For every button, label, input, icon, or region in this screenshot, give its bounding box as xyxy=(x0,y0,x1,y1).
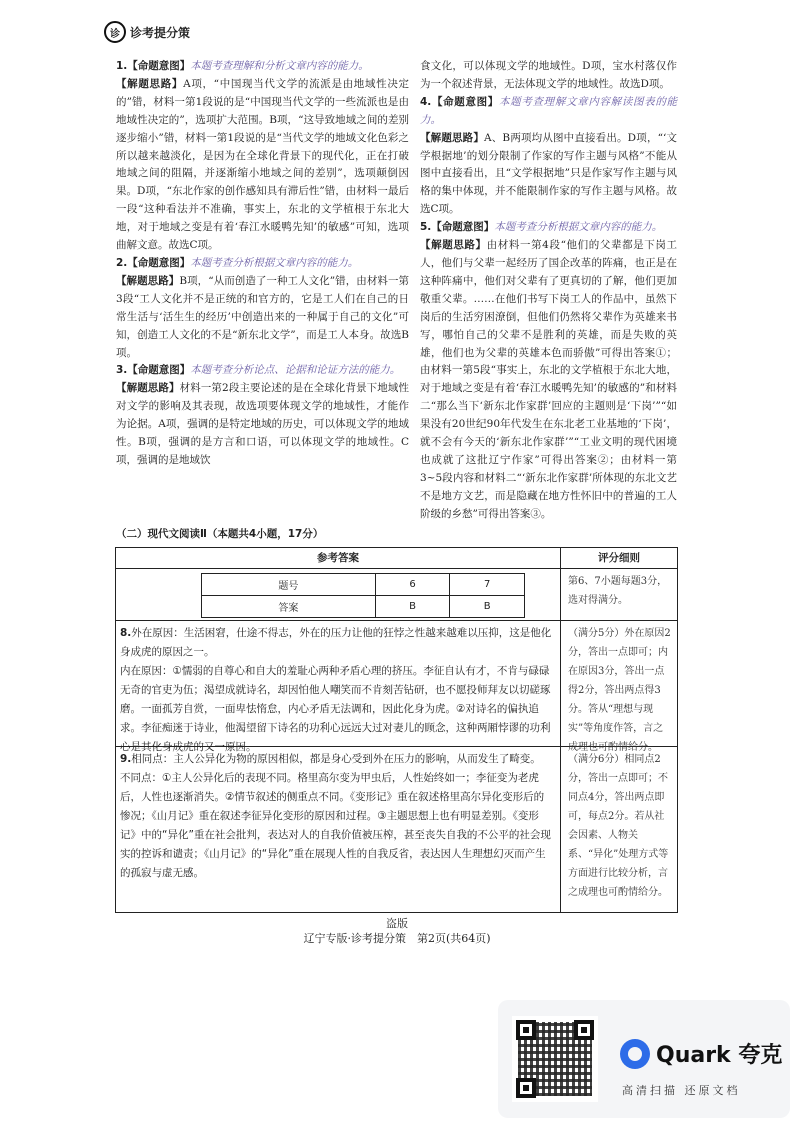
quark-logo xyxy=(620,1038,782,1069)
col-score-header: 评分细则 xyxy=(598,552,640,564)
answer-9-line-0: 9.相同点：主人公异化为物的原因相似，都是身心受到外在压力的影响，从而发生了畸变。 xyxy=(120,753,541,765)
header-title: 诊考提分策 xyxy=(130,25,191,40)
answer-9 xyxy=(120,750,554,883)
mini-label-qnum: 题号 xyxy=(202,574,376,596)
row-divider-1 xyxy=(116,620,677,621)
answer-8-line-0: 8.外在原因：生活困窘，仕途不得志，外在的压力让他的狂悖之性越来越难以压抑，这是他化身成虎的原因之一。 xyxy=(120,627,552,658)
left-column xyxy=(116,58,409,470)
answer-9-line-1: 不同点：①主人公异化后的表现不同。格里高尔变为甲虫后，人性始终如一；李征变为老虎后，人性也逐渐消失。②情节叙述的侧重点不同。《变形记》重在叙述格里高尔异化变形后的惨况；《山月记》重在叙述李征异化变形的原因和过程。③主题思想上也有明显差别。《变形记》中的“异化”重在社会批判，表达对人的自我价值被压榨，甚至丧失自我的不公平的社会现实的控诉和谴责；《山月记》的“异化”重在展现人性的自我反省，表达因人生理想幻灭而产生的孤寂与虚无感。 xyxy=(120,772,551,879)
page-header xyxy=(104,20,190,44)
left-para-4: 3.【命题意图】本题考查分析论点、论据和论证方法的能力。 xyxy=(116,364,401,377)
score-8: （满分5分）外在原因2分，答出一点即可；内在原因3分，答出一点得2分，答出两点得3分。答从“理想与现实”等角度作答，言之成理也可酌情给分。 xyxy=(568,628,671,753)
mini-answer-table xyxy=(201,573,525,618)
right-para-4: 【解题思路】由材料一第4段“他们的父辈都是下岗工人，他们与父辈一起经历了国企改革的阵痛，也正是在这种阵痛中，他们对父辈有了更真切的了解，他们更加敬重父辈。……在他们书写下岗工人的作品中，虽然下岗后的生活穷困潦倒，但他们仍然将父辈作为英雄来书写，哪怕自己的父辈不是胜利的英雄，而是失败的英雄，他们也为父辈的英雄本色而骄傲”可得出答案①；由材料一第5段“事实上，东北的文学植根于东北大地，对于地域之变是有着‘春江水暖鸭先知’的敏感的”和材料二“那么当下‘新东北作家群’回应的主题则是‘下岗’”“如果没有20世纪90年代发生在东北老工业基地的‘下岗’，就不会有今天的‘新东北作家群’”“工业文明的现代困境也成就了这批辽宁作家”可得出答案②；由材料一第3~5段内容和材料二“‘新东北作家群’所体现的东北文艺不是地方文艺，而是隐藏在地方性怀旧中的普遍的工人阶级的乡愁”可得出答案③。 xyxy=(420,239,677,520)
answer-8-line-1: 内在原因：①懦弱的自尊心和自大的羞耻心两种矛盾心理的挤压。李征自认有才，不肯与碌碌无奇的官吏为伍；渴望成就诗名，却因怕他人嘲笑而不肯刻苦钻研，也不愿投师拜友以切磋琢磨。一面孤芳自赏，一面卑怯惰怠，内心矛盾无法调和，因此化身为虎。②对诗名的偏执追求。李征痴迷于诗业，他渴望留下诗名的功利心远远大过对妻儿的顾念，这种两厢悖谬的功利心是其化身成虎的又一原因。 xyxy=(120,665,551,753)
left-para-2: 2.【命题意图】本题考查分析根据文章内容的能力。 xyxy=(116,256,359,269)
right-para-0: 食文化，可以体现文学的地域性。D项，宝水村落仅作为一个叙述背景，无法体现文学的地域性。故选D项。 xyxy=(420,60,677,90)
mini-q6: 6 xyxy=(375,574,450,596)
right-para-2: 【解题思路】A、B两项均从图中直接看出。D项，“‘文学根据地’的划分限制了作家的写作主题与风格”不能从图中直接看出，且“文学根据地”只是作家写作主题与风格的集中体现，并不能限制作家的写作主题与风格。故选C项。 xyxy=(420,131,677,216)
right-para-3: 5.【命题意图】本题考查分析根据文章内容的能力。 xyxy=(420,221,663,234)
score-67: 第6、7小题每题3分，选对得满分。 xyxy=(568,576,668,606)
column-divider xyxy=(560,548,561,912)
answer-8 xyxy=(120,624,554,757)
quark-icon xyxy=(620,1039,650,1069)
footer-text: 辽宁专版·诊考提分策 第2页(共64页) xyxy=(303,932,491,945)
score-9: （满分6分）相同点2分，答出一点即可；不同点4分，答出两点即可，每点2分。若从社会因素、人物关系、“异化”处理方式等方面进行比较分析，言之成理也可酌情给分。 xyxy=(568,754,669,898)
piracy-stamp: 盗版 xyxy=(386,917,408,930)
quark-brand: Quark 夸克 xyxy=(656,1043,783,1068)
left-para-5: 【解题思路】材料一第2段主要论述的是在全球化背景下地域性对文学的影响及其表现，故选项要体现文学的地域性，才能作为论据。A项，强调的是特定地域的历史，可以体现文学的地域性。B项，强调的是方言和口语，可以体现文学的地域性。C项，强调的是地域饮 xyxy=(116,382,409,466)
right-column xyxy=(420,58,677,524)
right-para-1: 4.【命题意图】本题考查理解文章内容解读图表的能力。 xyxy=(420,95,678,126)
left-para-3: 【解题思路】B项，“从而创造了一种工人文化”错，由材料一第3段“工人文化并不是正统的和官方的，它是工人们在自己的日常生活与‘活生生的经历’中创造出来的一种属于自己的文化”可知，创造工人文化的不是“新东北文学”，而是工人本身。故选B项。 xyxy=(116,274,410,359)
mini-a6: B xyxy=(375,596,450,618)
mini-label-answer: 答案 xyxy=(202,596,376,618)
quark-watermark xyxy=(498,1000,790,1118)
col-answer-header: 参考答案 xyxy=(317,552,359,564)
section-heading: （二）现代文阅读Ⅱ（本题共4小题，17分） xyxy=(116,528,324,540)
left-para-0: 1.【命题意图】本题考查理解和分析文章内容的能力。 xyxy=(116,60,369,72)
left-para-1: 【解题思路】A项，“中国现当代文学的流派是由地域性决定的”错，材料一第1段说的是“中国现当代文学的一些流派也是由地域性决定的”，选项扩大范围。B项，“这导致地域之间的差别逐步缩小”错，材料一第1段说的是“当代文学的地域文化色彩之所以越来越淡化，是因为在全球化背景下的现代化，正在打破地域之间的阻隔，并逐渐缩小地域之间的差别”，选项颠倒因果。D项，“东北作家的创作感知具有滞后性”错，由材料一最后一段“这种看法并不准确，事实上，东北的文学植根于东北大地，对于地域之变是有着‘春江水暖鸭先知’的敏感”可知，选项曲解文意。故选C项。 xyxy=(116,77,410,252)
mini-a7: B xyxy=(450,596,525,618)
answer-table-header xyxy=(116,548,677,569)
qr-code-icon xyxy=(512,1016,598,1102)
page-footer xyxy=(0,916,794,946)
brand-logo-icon: 诊 xyxy=(104,21,126,43)
quark-slogan: 高清扫描 还原文档 xyxy=(622,1084,741,1097)
mini-q7: 7 xyxy=(450,574,525,596)
answer-table xyxy=(115,547,678,913)
